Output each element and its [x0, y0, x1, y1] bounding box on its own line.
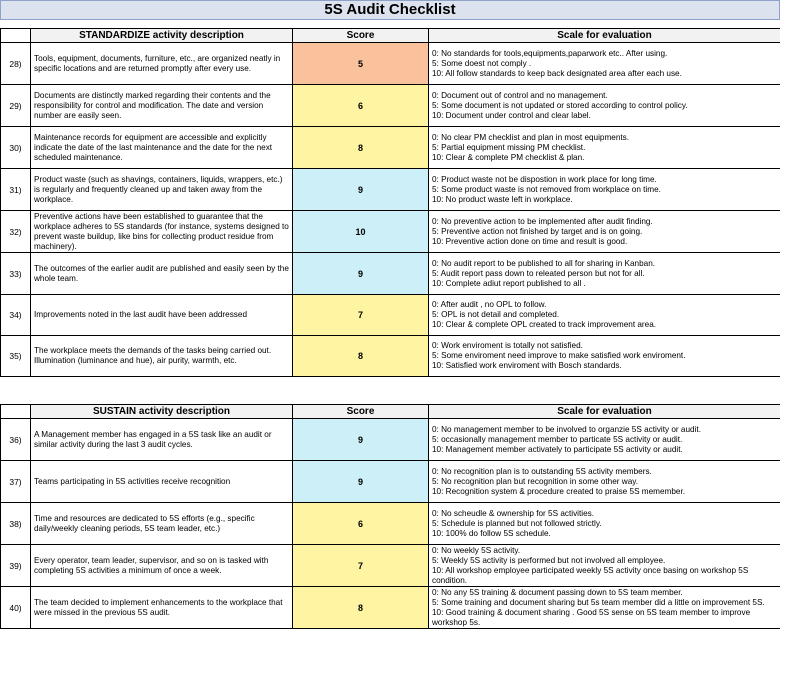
table-row [1, 545, 781, 587]
table-row [1, 253, 781, 295]
scale-line: 5: Some product waste is not removed from workplace on time. [432, 184, 661, 194]
score-cell[interactable]: 7 [293, 295, 429, 336]
page-margin [780, 0, 794, 677]
header-blank [1, 29, 31, 43]
standardize-header-row [1, 29, 781, 43]
item-number: 34) [1, 295, 31, 336]
item-number: 37) [1, 461, 31, 503]
activity-description: Preventive actions have been established to guarantee that the workplace adheres to 5S standards (for instance, systems designed to prevent waste buildup, like bins for collecting product residue from machinery). [31, 211, 293, 253]
evaluation-scale [429, 169, 781, 211]
scale-line: 5: Some training and document sharing but 5s team member did a little on improvement 5S. [432, 597, 765, 607]
evaluation-scale [429, 461, 781, 503]
scale-line: 10: Satisfied work enviroment with Bosch standards. [432, 361, 622, 370]
item-number: 32) [1, 211, 31, 253]
activity-description: Time and resources are dedicated to 5S efforts (e.g., specific daily/weekly cleaning periods, 5S team leader, etc.) [31, 503, 293, 545]
table-row [1, 587, 781, 629]
activity-description: Improvements noted in the last audit have been addressed [31, 295, 293, 336]
scale-line: 0: No scheudle & ownership for 5S activities. [432, 508, 595, 518]
scale-line: 0: After audit , no OPL to follow. [432, 300, 547, 309]
scale-line: 0: No any 5S training & document passing down to 5S team member. [432, 587, 683, 597]
item-number: 40) [1, 587, 31, 629]
scale-line: 10: All follow standards to keep back designated area after each use. [432, 68, 682, 78]
item-number: 29) [1, 85, 31, 127]
score-cell[interactable]: 6 [293, 503, 429, 545]
activity-description: A Management member has engaged in a 5S task like an audit or similar activity during the last 3 audit cycles. [31, 419, 293, 461]
standardize-table [0, 28, 781, 377]
activity-description: Product waste (such as shavings, containers, liquids, wrappers, etc.) is regularly and frequently cleaned up and taken away from the workplace. [31, 169, 293, 211]
item-number: 33) [1, 253, 31, 295]
activity-description: The team decided to implement enhancements to the workplace that were missed in the previous 5S audit. [31, 587, 293, 629]
scale-line: 5: No recognition plan but recognition in some other way. [432, 476, 639, 486]
scale-line: 0: No weekly 5S activity. [432, 545, 521, 555]
score-cell[interactable]: 9 [293, 169, 429, 211]
evaluation-scale [429, 211, 781, 253]
scale-line: 0: No recognition plan is to outstanding 5S activity members. [432, 466, 652, 476]
scale-line: 5: Partial equipment missing PM checklist. [432, 142, 586, 152]
scale-line: 0: Document out of control and no management. [432, 90, 608, 100]
table-row [1, 211, 781, 253]
activity-description: Tools, equipment, documents, furniture, etc., are organized neatly in specific locations and are returned promptly after every use. [31, 43, 293, 85]
activity-description: The outcomes of the earlier audit are published and easily seen by the whole team. [31, 253, 293, 295]
evaluation-scale [429, 127, 781, 169]
table-row [1, 419, 781, 461]
score-cell[interactable]: 7 [293, 545, 429, 587]
scale-line: 0: No preventive action to be implemented after audit finding. [432, 216, 653, 226]
scale-line: 0: Product waste not be dispostion in work place for long time. [432, 174, 657, 184]
table-row [1, 295, 781, 336]
sustain-description-header: SUSTAIN activity description [31, 405, 293, 419]
score-cell[interactable]: 8 [293, 127, 429, 169]
activity-description: Documents are distinctly marked regarding their contents and the responsibility for control and modification. The date and version number are easily seen. [31, 85, 293, 127]
scale-line: 5: Preventive action not finished by target and is on going. [432, 226, 643, 236]
table-row [1, 169, 781, 211]
evaluation-scale [429, 503, 781, 545]
item-number: 35) [1, 336, 31, 377]
score-cell[interactable]: 5 [293, 43, 429, 85]
score-cell[interactable]: 6 [293, 85, 429, 127]
evaluation-scale [429, 419, 781, 461]
evaluation-scale [429, 85, 781, 127]
scale-line: 5: Schedule is planned but not followed strictly. [432, 518, 602, 528]
score-cell[interactable]: 9 [293, 253, 429, 295]
table-row [1, 85, 781, 127]
standardize-score-header: Score [293, 29, 429, 43]
page-title: 5S Audit Checklist [0, 0, 780, 20]
scale-line: 10: All workshop employee participated weekly 5S activity once basing on workshop 5S condition. [432, 565, 749, 585]
table-row [1, 127, 781, 169]
evaluation-scale [429, 336, 781, 377]
scale-line: 5: Some enviroment need improve to make satisfied work enviroment. [432, 351, 686, 360]
standardize-scale-header: Scale for evaluation [429, 29, 781, 43]
activity-description: The workplace meets the demands of the tasks being carried out. Illumination (luminance and hue), air purity, warmth, etc. [31, 336, 293, 377]
scale-line: 10: Clear & complete PM checklist & plan. [432, 152, 585, 162]
evaluation-scale [429, 43, 781, 85]
scale-line: 0: No standards for tools,equipments,paparwork etc.. After using. [432, 48, 668, 58]
item-number: 30) [1, 127, 31, 169]
activity-description: Teams participating in 5S activities receive recognition [31, 461, 293, 503]
item-number: 36) [1, 419, 31, 461]
score-cell[interactable]: 8 [293, 587, 429, 629]
sustain-score-header: Score [293, 405, 429, 419]
scale-line: 0: No clear PM checklist and plan in most equipments. [432, 132, 630, 142]
scale-line: 0: Work enviroment is totally not satisfied. [432, 341, 583, 350]
standardize-body [1, 29, 781, 377]
score-cell[interactable]: 8 [293, 336, 429, 377]
table-row [1, 503, 781, 545]
standardize-description-header: STANDARDIZE activity description [31, 29, 293, 43]
item-number: 39) [1, 545, 31, 587]
scale-line: 5: OPL is not detail and completed. [432, 310, 560, 319]
scale-line: 10: Good training & document sharing . Good 5S sense on 5S team member to improve workshop 5s. [432, 607, 751, 627]
item-number: 31) [1, 169, 31, 211]
scale-line: 10: Complete adiut report published to all . [432, 278, 586, 288]
table-row [1, 43, 781, 85]
sustain-table [0, 404, 781, 629]
scale-line: 10: Recognition system & procedure created to praise 5S memember. [432, 486, 686, 496]
scale-line: 5: Some document is not updated or stored according to control policy. [432, 100, 688, 110]
score-cell[interactable]: 10 [293, 211, 429, 253]
evaluation-scale [429, 587, 781, 629]
scale-line: 5: Weekly 5S activity is performed but not involved all employee. [432, 555, 666, 565]
table-row [1, 336, 781, 377]
activity-description: Every operator, team leader, supervisor, and so on is tasked with completing 5S activities a minimum of once a week. [31, 545, 293, 587]
score-cell[interactable]: 9 [293, 461, 429, 503]
scale-line: 10: Preventive action done on time and result is good. [432, 236, 628, 246]
activity-description: Maintenance records for equipment are accessible and explicitly indicate the date of the last maintenance and the date for the next scheduled maintenance. [31, 127, 293, 169]
sustain-scale-header: Scale for evaluation [429, 405, 781, 419]
item-number: 28) [1, 43, 31, 85]
header-blank [1, 405, 31, 419]
scale-line: 10: 100% do follow 5S schedule. [432, 528, 551, 538]
evaluation-scale [429, 545, 781, 587]
scale-line: 10: No product waste left in workplace. [432, 194, 573, 204]
scale-line: 5: occasionally management member to particate 5S activity or audit. [432, 434, 683, 444]
scale-line: 0: No audit report to be published to all for sharing in Kanban. [432, 258, 656, 268]
sustain-header-row [1, 405, 781, 419]
table-row [1, 461, 781, 503]
scale-line: 0: No management member to be involved to organzie 5S activity or audit. [432, 424, 701, 434]
item-number: 38) [1, 503, 31, 545]
scale-line: 10: Management member activately to participate 5S activity or audit. [432, 444, 683, 454]
scale-line: 10: Document under control and clear label. [432, 110, 591, 120]
scale-line: 5: Some doest not comply . [432, 58, 532, 68]
evaluation-scale [429, 295, 781, 336]
sustain-body [1, 405, 781, 629]
evaluation-scale [429, 253, 781, 295]
score-cell[interactable]: 9 [293, 419, 429, 461]
scale-line: 5: Audit report pass down to releated person but not for all. [432, 268, 645, 278]
scale-line: 10: Clear & complete OPL created to track improvement area. [432, 320, 657, 329]
